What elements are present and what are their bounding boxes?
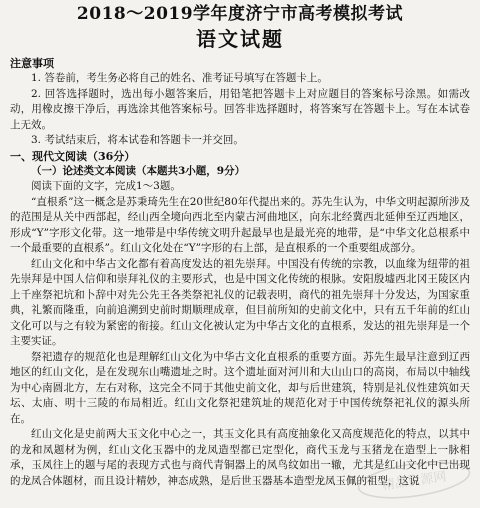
instruction-text: 阅读下面的文字，完成1～3题。: [31, 180, 181, 192]
passage-paragraph-4: 红山文化是史前两大玉文化中心之一，其玉文化具有高度抽象化又高度规范化的特点，以其中的龙和凤题材为例，红山文化玉器中的龙凤造型都已定型化，商代玉龙与玉猪龙在造型上一脉相承，玉凤往上的题与尾的表现方式也与商代青铜器上的凤鸟纹如出一辙，尤其是红山文化中已出现的龙凤合体题材，而且设计精妙，神态成熟，是后世玉器基本造型龙凤玉佩的祖型，这说: [10, 428, 470, 487]
note-item-2: 2. 回答选择题时，选出每小题答案后，用铅笔把答题卡上对应题目的答案标号涂黑。如需改动，用橡皮擦干净后，再选涂其他答案标号。回答非选择题时，将答案写在答题卡上。写在本试卷上无效。: [10, 87, 470, 131]
notes-section: [10, 56, 470, 149]
passage-paragraph-3: 祭祀遗存的规范化也是理解红山文化为中华古文化直根系的重要方面。苏先生最早注意到辽西地区的红山文化，是在发现东山嘴遗址之时。这个遗址面对河川和大山山口的高岗，布局以中轴线为中心南圆北方，左右对称，这完全不同于其他史前文化，却与后世建筑，特别是礼仪性建筑如天坛、太庙、明十三陵的布局相近。红山文化祭祀建筑址的规范化对于中国传统祭祀礼仪的源头所在。: [10, 350, 470, 425]
exam-title: 2018～2019学年度济宁市高考模拟考试: [76, 4, 404, 24]
section-heading: 一、现代文阅读（36分）: [10, 149, 136, 163]
stamp-text: 精品资源网: [380, 469, 448, 494]
subsection-heading: （一）论述类文本阅读（本题共3小题，9分）: [31, 164, 246, 177]
note-item-1: 1. 答卷前，考生务必将自己的姓名、准考证号填写在答题卡上。: [31, 72, 328, 84]
subject-title: 语文试题: [196, 27, 284, 51]
passage-paragraph-2: 红山文化和中华古文化都有着高度发达的祖先崇拜。中国没有传统的宗教，以血缘为纽带的祖先崇拜是中国人信仰和崇拜礼仪的主要形式，也是中国文化传统的根脉。安阳殷墟西北冈王陵区内上千座祭祀坑和卜辞中对先公先王各类祭祀礼仪的记载表明，商代的祖先崇拜十分发达，为国家重典，礼繁而隆重，向前追溯到史前时期顺理成章，但目前所知的史前文化中，只有五千年前的红山文化可以与之有较为紧密的衔接。红山文化被认定为中华古文化的直根系，发达的祖先崇拜是一个主要实证。: [10, 257, 470, 347]
passage-paragraph-1: “直根系”这一概念是苏秉琦先生在20世纪80年代提出来的。苏先生认为，中华文明起源所涉及的范围是从关中西部起，经山西全境向西北至内蒙古河曲地区，向东北经冀西北延伸至辽西地区，形成“Y”字形文化带。这一地带是中华传统文明升起最早也是最光亮的地带，是“中华文化总根系中一个最重要的直根系”。红山文化处在“Y”字形的右上部，是直根系的一个重要组成部分。: [10, 195, 470, 254]
reading-section: [10, 149, 470, 490]
notes-heading: 注意事项: [10, 57, 54, 70]
note-item-3: 3. 考试结束后，将本试卷和答题卡一并交回。: [31, 134, 244, 146]
